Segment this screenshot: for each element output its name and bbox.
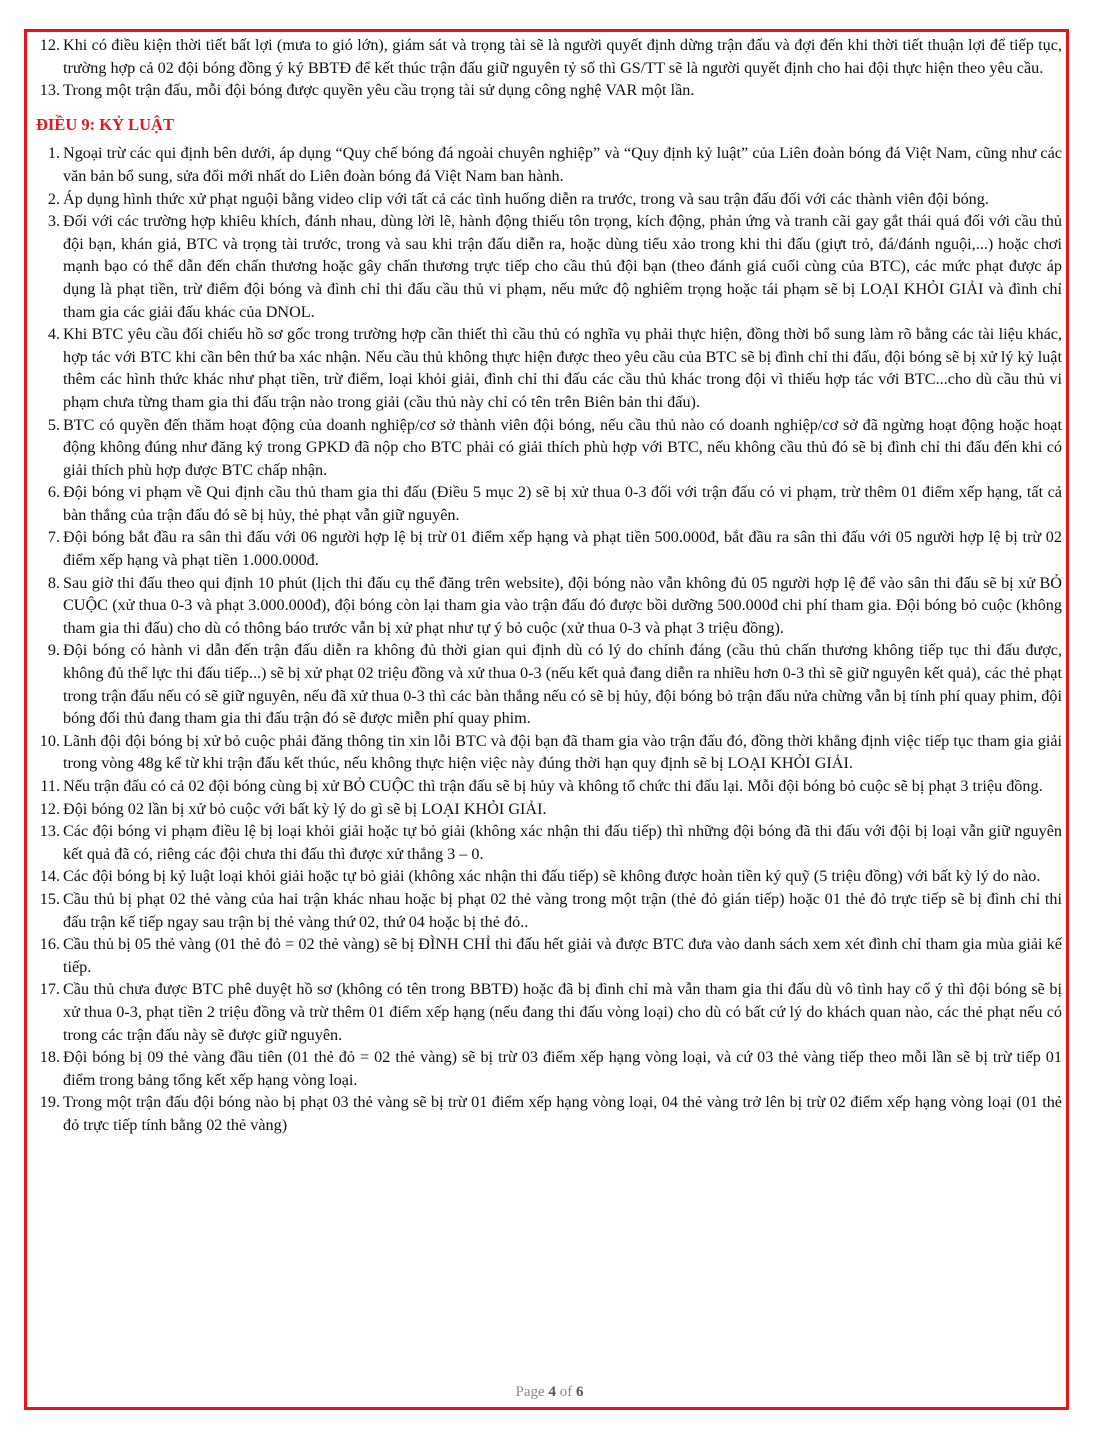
document-body xyxy=(36,34,1062,1137)
list-item: 11. Nếu trận đấu có cả 02 đội bóng cùng bị xử BỎ CUỘC thì trận đấu sẽ bị hủy và không tổ chức thi đấu lại. Mỗi đội bóng bỏ cuộc sẽ bị phạt 3 triệu đồng. xyxy=(36,775,1062,798)
current-page: 4 xyxy=(548,1384,556,1400)
list-item: 6. Đội bóng vi phạm về Qui định cầu thủ tham gia thi đấu (Điều 5 mục 2) sẽ bị xử thua 0-3 đối với trận đấu có vi phạm, trừ thêm 01 điểm xếp hạng, tất cả bàn thắng của trận đấu đó sẽ bị hủy, thẻ phạt vẫn giữ nguyên. xyxy=(36,481,1062,526)
item-text: Đội bóng vi phạm về Qui định cầu thủ tham gia thi đấu (Điều 5 mục 2) sẽ bị xử thua 0-3 đối với trận đấu có vi phạm, trừ thêm 01 điểm xếp hạng, tất cả bàn thắng của trận đấu đó sẽ bị hủy, thẻ phạt vẫn giữ nguyên. xyxy=(63,483,1062,524)
item-text: Ngoại trừ các qui định bên dưới, áp dụng “Quy chế bóng đá ngoài chuyên nghiệp” và “Quy định kỷ luật” của Liên đoàn bóng đá Việt Nam, cũng như các văn bản bổ sung, sửa đổi mới nhất do Liên đoàn bóng đá Việt Nam ban hành. xyxy=(63,144,1062,185)
item-text: Cầu thủ bị phạt 02 thẻ vàng của hai trận khác nhau hoặc bị phạt 02 thẻ vàng trong một trận (thẻ đỏ gián tiếp) hoặc 01 thẻ đỏ trực tiếp sẽ bị đình chỉ thi đấu trận kế tiếp ngay sau trận bị thẻ vàng thứ 02, thứ 04 hoặc bị thẻ đỏ.. xyxy=(63,889,1062,931)
list-item: 3. Đối với các trường hợp khiêu khích, đánh nhau, dùng lời lẽ, hành động thiếu tôn trọng, kích động, phản ứng và tranh cãi gay gắt thái quá đối với cầu thủ đội bạn, khán giả, BTC và trọng tài trước, trong và sau khi trận đấu diễn ra, hoặc dùng tiểu xảo trong khi thi đấu (giựt trỏ, đá/đánh nguội,...) hoặc chơi mạnh bạo có thể dẫn đến chấn thương hoặc gây chấn thương trực tiếp cho cầu thủ đội bạn (theo đánh giá cuối cùng của BTC), các mức phạt được áp dụng là phạt tiền, trừ điểm đội bóng và đình chỉ thi đấu cầu thủ vi phạm, nếu mức độ nghiêm trọng hoặc tái phạm sẽ bị LOẠI KHỎI GIẢI và đình chỉ tham gia các giải đấu khác của DNOL. xyxy=(36,210,1062,323)
list-item: 1. Ngoại trừ các qui định bên dưới, áp dụng “Quy chế bóng đá ngoài chuyên nghiệp” và “Quy định kỷ luật” của Liên đoàn bóng đá Việt Nam, cũng như các văn bản bổ sung, sửa đổi mới nhất do Liên đoàn bóng đá Việt Nam ban hành. xyxy=(36,142,1062,187)
item-text: Nếu trận đấu có cả 02 đội bóng cùng bị xử BỎ CUỘC thì trận đấu sẽ bị hủy và không tổ chức thi đấu lại. Mỗi đội bóng bỏ cuộc sẽ bị phạt 3 triệu đồng. xyxy=(63,777,1043,795)
item-text: Cầu thủ bị 05 thẻ vàng (01 thẻ đỏ = 02 thẻ vàng) sẽ bị ĐÌNH CHỈ thi đấu hết giải và được BTC đưa vào danh sách xem xét đình chỉ tham gia mùa giải kế tiếp. xyxy=(63,935,1062,976)
item-text: Đối với các trường hợp khiêu khích, đánh nhau, dùng lời lẽ, hành động thiếu tôn trọng, kích động, phản ứng và tranh cãi gay gắt thái quá đối với cầu thủ đội bạn, khán giả, BTC và trọng tài trước, trong và sau khi trận đấu diễn ra, hoặc dùng tiểu xảo trong khi thi đấu (giựt trỏ, đá/đánh nguội,...) hoặc chơi mạnh bạo có thể dẫn đến chấn thương hoặc gây chấn thương trực tiếp cho cầu thủ đội bạn (theo đánh giá cuối cùng của BTC), các mức phạt được áp dụng là phạt tiền, trừ điểm đội bóng và đình chỉ thi đấu cầu thủ vi phạm, nếu mức độ nghiêm trọng hoặc tái phạm sẽ bị LOẠI KHỎI GIẢI và đình chỉ tham gia các giải đấu khác của DNOL. xyxy=(63,212,1062,321)
item-text: Cầu thủ chưa được BTC phê duyệt hồ sơ (không có tên trong BBTĐ) hoặc đã bị đình chỉ mà vẫn tham gia thi đấu dù vô tình hay cố ý thì đội bóng sẽ bị xử thua 0-3, phạt tiền 2 triệu đồng và trừ thêm 01 điểm xếp hạng (nếu đang thi đấu vòng loại) cho dù có bất cứ lý do khách quan nào, các thẻ phạt nếu có trong các trận đấu này sẽ được giữ nguyên. xyxy=(63,980,1062,1044)
discipline-rules-list xyxy=(36,142,1062,1136)
list-item: 15. Cầu thủ bị phạt 02 thẻ vàng của hai trận khác nhau hoặc bị phạt 02 thẻ vàng trong một trận (thẻ đỏ gián tiếp) hoặc 01 thẻ đỏ trực tiếp sẽ bị đình chỉ thi đấu trận kế tiếp ngay sau trận bị thẻ vàng thứ 02, thứ 04 hoặc bị thẻ đỏ.. xyxy=(36,888,1062,933)
list-item: 16. Cầu thủ bị 05 thẻ vàng (01 thẻ đỏ = 02 thẻ vàng) sẽ bị ĐÌNH CHỈ thi đấu hết giải và được BTC đưa vào danh sách xem xét đình chỉ tham gia mùa giải kế tiếp. xyxy=(36,933,1062,978)
total-pages: 6 xyxy=(575,1384,584,1400)
item-text: Lãnh đội đội bóng bị xử bỏ cuộc phải đăng thông tin xin lỗi BTC và đội bạn đã tham gia vào trận đấu đó, đồng thời khẳng định việc tiếp tục tham gia giải trong vòng 48g kể từ khi trận đấu kết thúc, nếu không thực hiện việc này đúng thời hạn quy định sẽ bị LOẠI KHỎI GIẢI. xyxy=(63,731,1062,773)
list-item: 19. Trong một trận đấu đội bóng nào bị phạt 03 thẻ vàng sẽ bị trừ 01 điểm xếp hạng vòng loại, 04 thẻ vàng trở lên bị trừ 02 điểm xếp hạng vòng loại (01 thẻ đỏ trực tiếp tính bằng 02 thẻ vàng) xyxy=(36,1091,1062,1136)
list-item: 18. Đội bóng bị 09 thẻ vàng đầu tiên (01 thẻ đỏ = 02 thẻ vàng) sẽ bị trừ 03 điểm xếp hạng vòng loại, và cứ 03 thẻ vàng tiếp theo mỗi lần sẽ bị trừ tiếp 01 điểm trong bảng tổng kết xếp hạng vòng loại. xyxy=(36,1046,1062,1091)
page-number: Page 4 of 6 xyxy=(515,1384,584,1400)
item-text: Áp dụng hình thức xử phạt nguội bằng video clip với tất cả các tình huống diễn ra trước, trong và sau trận đấu đối với các thành viên đội bóng. xyxy=(63,189,989,208)
item-text: Khi có điều kiện thời tiết bất lợi (mưa to gió lớn), giám sát và trọng tài sẽ là người quyết định dừng trận đấu và đợi đến khi thời tiết thuận lợi để tiếp tục, trường hợp cả 02 đội bóng đồng ý ký BBTĐ để kết thúc trận đấu giữ nguyên tỷ số thì GS/TT sẽ là người quyết định cho hai đội thực hiện theo yêu cầu. xyxy=(63,36,1062,77)
list-item: 12. Đội bóng 02 lần bị xử bỏ cuộc với bất kỳ lý do gì sẽ bị LOẠI KHỎI GIẢI. xyxy=(36,798,1062,821)
list-item: 8. Sau giờ thi đấu theo qui định 10 phút (lịch thi đấu cụ thể đăng trên website), đội bóng nào vẫn không đủ 05 người hợp lệ để vào sân thi đấu sẽ bị xử BỎ CUỘC (xử thua 0-3 và phạt 3.000.000đ), đội bóng còn lại tham gia vào trận đấu đó được bồi dưỡng 500.000đ chi phí tham gia. Đội bóng bỏ cuộc (không tham gia thi đấu) cho dù có thông báo trước vẫn bị xử phạt như tự ý bỏ cuộc (xử thua 0-3 và phạt 3 triệu đồng). xyxy=(36,572,1062,640)
item-text: Đội bóng bị 09 thẻ vàng đầu tiên (01 thẻ đỏ = 02 thẻ vàng) sẽ bị trừ 03 điểm xếp hạng vòng loại, và cứ 03 thẻ vàng tiếp theo mỗi lần sẽ bị trừ tiếp 01 điểm trong bảng tổng kết xếp hạng vòng loại. xyxy=(63,1048,1062,1089)
item-text: Đội bóng có hành vi dẫn đến trận đấu diễn ra không đủ thời gian qui định dù có lý do chính đáng (cầu thủ chấn thương không tiếp tục thi đấu được, không đủ thể lực thi đấu tiếp...) sẽ bị xử phạt 02 triệu đồng và xử thua 0-3 (nếu kết quả đang diễn ra nhiều hơn 0-3 thì sẽ giữ nguyên kết quả), các thẻ phạt trong trận đấu nếu có sẽ giữ nguyên, nếu đã xử thua 0-3 thì các bàn thắng nếu có sẽ bị hủy, đội bóng bỏ trận đấu nửa chừng vẫn bị tính phí quay phim, đội bóng đối thủ đang tham gia thi đấu trận đó sẽ được miễn phí quay phim. xyxy=(63,641,1062,728)
item-text: Đội bóng 02 lần bị xử bỏ cuộc với bất kỳ lý do gì sẽ bị LOẠI KHỎI GIẢI. xyxy=(63,799,547,818)
list-item: 14. Các đội bóng bị kỷ luật loại khỏi giải hoặc tự bỏ giải (không xác nhận thi đấu tiếp) sẽ không được hoàn tiền ký quỹ (5 triệu đồng) với bất kỳ lý do nào. xyxy=(36,865,1062,888)
item-text: Các đội bóng bị kỷ luật loại khỏi giải hoặc tự bỏ giải (không xác nhận thi đấu tiếp) sẽ không được hoàn tiền ký quỹ (5 triệu đồng) với bất kỳ lý do nào. xyxy=(63,867,1041,886)
list-item: 9. Đội bóng có hành vi dẫn đến trận đấu diễn ra không đủ thời gian qui định dù có lý do chính đáng (cầu thủ chấn thương không tiếp tục thi đấu được, không đủ thể lực thi đấu tiếp...) sẽ bị xử phạt 02 triệu đồng và xử thua 0-3 (nếu kết quả đang diễn ra nhiều hơn 0-3 thì sẽ giữ nguyên kết quả), các thẻ phạt trong trận đấu nếu có sẽ giữ nguyên, nếu đã xử thua 0-3 thì các bàn thắng nếu có sẽ bị hủy, đội bóng bỏ trận đấu nửa chừng vẫn bị tính phí quay phim, đội bóng đối thủ đang tham gia thi đấu trận đó sẽ được miễn phí quay phim. xyxy=(36,639,1062,729)
list-item: 13. Trong một trận đấu, mỗi đội bóng được quyền yêu cầu trọng tài sử dụng công nghệ VAR một lần. xyxy=(36,79,1062,102)
item-text: Sau giờ thi đấu theo qui định 10 phút (lịch thi đấu cụ thể đăng trên website), đội bóng nào vẫn không đủ 05 người hợp lệ để vào sân thi đấu sẽ bị xử BỎ CUỘC (xử thua 0-3 và phạt 3.000.000đ), đội bóng còn lại tham gia vào trận đấu đó được bồi dưỡng 500.000đ chi phí tham gia. Đội bóng bỏ cuộc (không tham gia thi đấu) cho dù có thông báo trước vẫn bị xử phạt như tự ý bỏ cuộc (xử thua 0-3 và phạt 3 triệu đồng). xyxy=(63,573,1062,637)
list-item: 5. BTC có quyền đến thăm hoạt động của doanh nghiệp/cơ sở thành viên đội bóng, nếu cầu thủ nào có doanh nghiệp/cơ sở đã ngừng hoạt động hoặc hoạt động không đúng như đăng ký trong GPKD đã nộp cho BTC phải có giải thích phù hợp với BTC, nếu không cầu thủ đó sẽ bị đình chỉ thi đấu đến khi có giải thích phù hợp được BTC chấp nhận. xyxy=(36,414,1062,482)
item-text: Trong một trận đấu đội bóng nào bị phạt 03 thẻ vàng sẽ bị trừ 01 điểm xếp hạng vòng loại, 04 thẻ vàng trở lên bị trừ 02 điểm xếp hạng vòng loại (01 thẻ đỏ trực tiếp tính bằng 02 thẻ vàng) xyxy=(63,1093,1062,1134)
item-text: Đội bóng bắt đầu ra sân thi đấu với 06 người hợp lệ bị trừ 01 điểm xếp hạng và phạt tiền 500.000đ, bắt đầu ra sân thi đấu với 05 người hợp lệ bị trừ 02 điểm xếp hạng và phạt tiền 1.000.000đ. xyxy=(63,528,1062,570)
item-text: BTC có quyền đến thăm hoạt động của doanh nghiệp/cơ sở thành viên đội bóng, nếu cầu thủ nào có doanh nghiệp/cơ sở đã ngừng hoạt động hoặc hoạt động không đúng như đăng ký trong GPKD đã nộp cho BTC phải có giải thích phù hợp với BTC, nếu không cầu thủ đó sẽ bị đình chỉ thi đấu đến khi có giải thích phù hợp được BTC chấp nhận. xyxy=(63,415,1062,479)
list-item: 4. Khi BTC yêu cầu đối chiếu hồ sơ gốc trong trường hợp cần thiết thì cầu thủ có nghĩa vụ phải thực hiện, đồng thời bổ sung làm rõ bằng các tài liệu khác, hợp tác với BTC khi cần bên thứ ba xác nhận. Nếu cầu thủ không thực hiện được theo yêu cầu của BTC sẽ bị đình chỉ thi đấu, đội bóng sẽ bị xử lý kỷ luật thêm các hình thức khác như phạt tiền, trừ điểm, loại khỏi giải, đình chỉ thi đấu các cầu thủ khác trong đội vì thiếu hợp tác với BTC...cho dù cầu thủ vi phạm chưa từng tham gia thi đấu trận nào trong giải (cầu thủ này chỉ có tên trên Biên bản thi đấu). xyxy=(36,323,1062,413)
list-item: 2. Áp dụng hình thức xử phạt nguội bằng video clip với tất cả các tình huống diễn ra trước, trong và sau trận đấu đối với các thành viên đội bóng. xyxy=(36,188,1062,211)
list-item: 7. Đội bóng bắt đầu ra sân thi đấu với 06 người hợp lệ bị trừ 01 điểm xếp hạng và phạt tiền 500.000đ, bắt đầu ra sân thi đấu với 05 người hợp lệ bị trừ 02 điểm xếp hạng và phạt tiền 1.000.000đ. xyxy=(36,526,1062,571)
item-text: Trong một trận đấu, mỗi đội bóng được quyền yêu cầu trọng tài sử dụng công nghệ VAR một lần. xyxy=(63,81,695,100)
list-item: 12. Khi có điều kiện thời tiết bất lợi (mưa to gió lớn), giám sát và trọng tài sẽ là người quyết định dừng trận đấu và đợi đến khi thời tiết thuận lợi để tiếp tục, trường hợp cả 02 đội bóng đồng ý ký BBTĐ để kết thúc trận đấu giữ nguyên tỷ số thì GS/TT sẽ là người quyết định cho hai đội thực hiện theo yêu cầu. xyxy=(36,34,1062,79)
prev-section-list xyxy=(36,34,1062,102)
list-item: 17. Cầu thủ chưa được BTC phê duyệt hồ sơ (không có tên trong BBTĐ) hoặc đã bị đình chỉ mà vẫn tham gia thi đấu dù vô tình hay cố ý thì đội bóng sẽ bị xử thua 0-3, phạt tiền 2 triệu đồng và trừ thêm 01 điểm xếp hạng (nếu đang thi đấu vòng loại) cho dù có bất cứ lý do khách quan nào, các thẻ phạt nếu có trong các trận đấu này sẽ được giữ nguyên. xyxy=(36,978,1062,1046)
section-heading: ĐIỀU 9: KỶ LUẬT xyxy=(36,114,174,134)
item-text: Các đội bóng vi phạm điều lệ bị loại khỏi giải hoặc tự bỏ giải (không xác nhận thi đấu tiếp) thì những đội bóng đã thi đấu với đội bị loại vẫn giữ nguyên kết quả đã có, riêng các đội chưa thi đấu thì được xử thắng 3 – 0. xyxy=(63,822,1062,863)
list-item: 13. Các đội bóng vi phạm điều lệ bị loại khỏi giải hoặc tự bỏ giải (không xác nhận thi đấu tiếp) thì những đội bóng đã thi đấu với đội bị loại vẫn giữ nguyên kết quả đã có, riêng các đội chưa thi đấu thì được xử thắng 3 – 0. xyxy=(36,820,1062,865)
list-item: 10. Lãnh đội đội bóng bị xử bỏ cuộc phải đăng thông tin xin lỗi BTC và đội bạn đã tham gia vào trận đấu đó, đồng thời khẳng định việc tiếp tục tham gia giải trong vòng 48g kể từ khi trận đấu kết thúc, nếu không thực hiện việc này đúng thời hạn quy định sẽ bị LOẠI KHỎI GIẢI. xyxy=(36,730,1062,775)
item-text: Khi BTC yêu cầu đối chiếu hồ sơ gốc trong trường hợp cần thiết thì cầu thủ có nghĩa vụ phải thực hiện, đồng thời bổ sung làm rõ bằng các tài liệu khác, hợp tác với BTC khi cần bên thứ ba xác nhận. Nếu cầu thủ không thực hiện được theo yêu cầu của BTC sẽ bị đình chỉ thi đấu, đội bóng sẽ bị xử lý kỷ luật thêm các hình thức khác như phạt tiền, trừ điểm, loại khỏi giải, đình chỉ thi đấu các cầu thủ khác trong đội vì thiếu hợp tác với BTC...cho dù cầu thủ vi phạm chưa từng tham gia thi đấu trận nào trong giải (cầu thủ này chỉ có tên trên Biên bản thi đấu). xyxy=(63,325,1062,411)
